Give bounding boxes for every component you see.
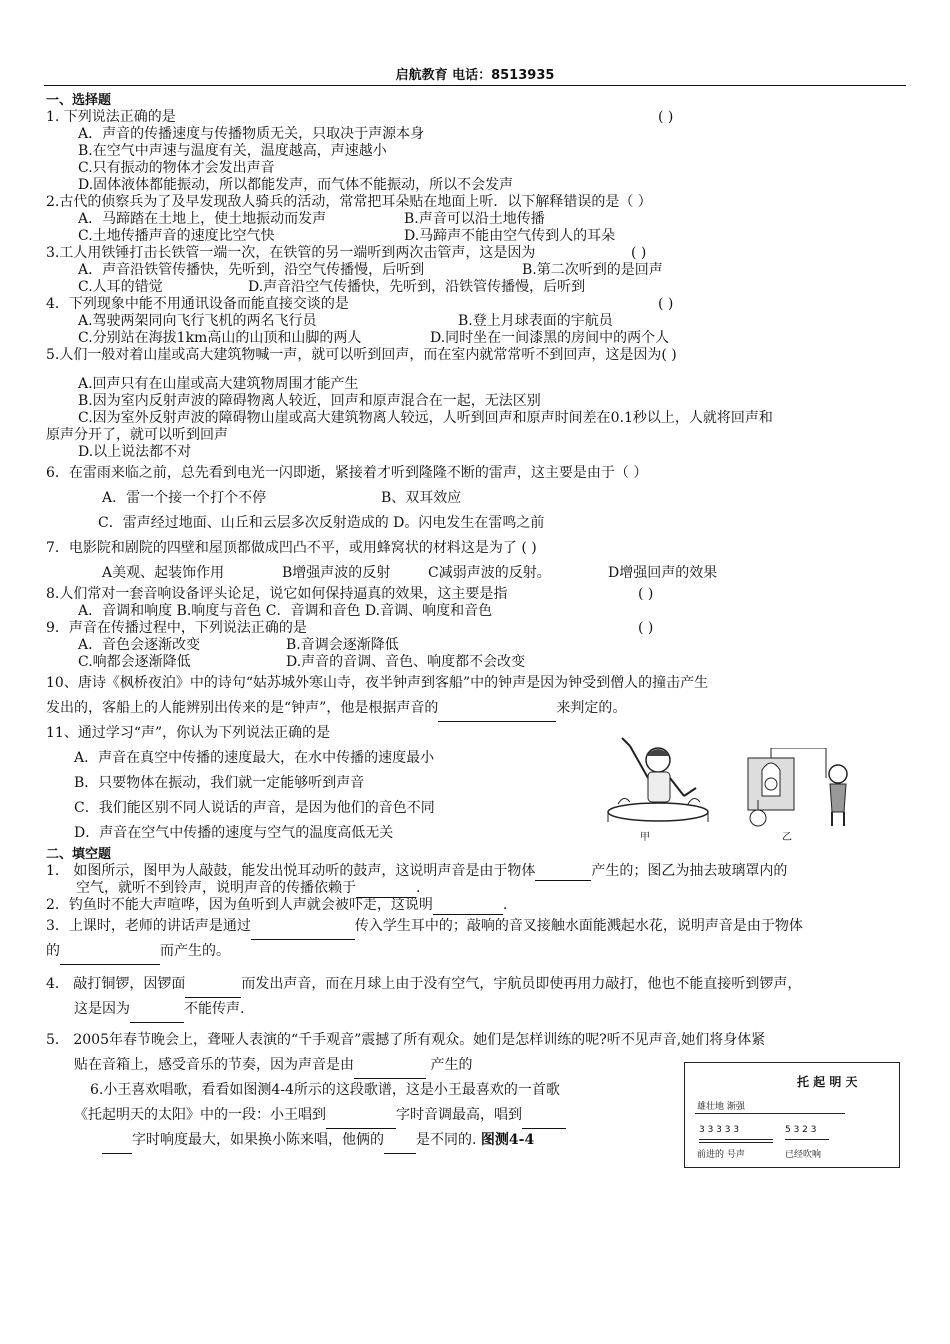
f5-line1: 5． 2005年春节晚会上，聋哑人表演的“千手观音”震撼了所有观众。她们是怎样训练的呢?听不见声音,她们将身体紧	[46, 1032, 766, 1048]
q2-options-cd	[46, 228, 906, 245]
f6-line1: 6.小王喜欢唱歌，看看如图测4-4所示的这段歌谱，这是小王最喜欢的一首歌	[90, 1082, 560, 1098]
q10-line2: 发出的，客船上的人能辨别出传来的是“钟声”，他是根据声音的 来判定的。	[46, 696, 906, 721]
q1-option-c[interactable]: C.只有振动的物体才会发出声音	[78, 160, 275, 176]
header-rule	[44, 85, 906, 86]
q5-option-d[interactable]: D.以上说法都不对	[78, 444, 192, 460]
f1-blank-2[interactable]	[356, 880, 416, 898]
figure-b-caption: 乙	[782, 832, 792, 843]
q6-stem: 6．在雷雨来临之前，总先看到电光一闪即逝，紧接着才听到隆隆不断的雷声，这主要是由于（ ）	[46, 465, 648, 481]
f4-blank-1[interactable]	[185, 972, 241, 998]
f3-line2: 的 而产生的。	[46, 939, 906, 964]
f1-line2: 空气，就听不到铃声，说明声音的传播依赖于 .	[76, 880, 421, 896]
q2-stem: 2.古代的侦察兵为了及早发现敌人骑兵的活动，常常把耳朵贴在地面上听．以下解释错误的是（ ）	[46, 194, 652, 210]
q3-option-a[interactable]: A．声音沿铁管传播快，先听到，沿空气传播慢，后听到	[78, 262, 425, 278]
score-tempo: 雄壮地 渐强	[697, 1102, 745, 1112]
q10-line1: 10、唐诗《枫桥夜泊》中的诗句“姑苏城外寒山寺，夜半钟声到客船”中的钟声是因为钟受到僧人的撞击产生	[46, 675, 709, 691]
q1-answer-paren[interactable]: ( )	[658, 109, 674, 125]
figure-a-caption: 甲	[640, 832, 650, 843]
score-lyric-2: 已经吹响	[785, 1150, 822, 1160]
drummer-figure	[600, 734, 718, 826]
q9-options-ab	[46, 637, 906, 654]
q4-option-c[interactable]: C.分别站在海拔1km高山的山顶和山脚的两人	[78, 330, 362, 346]
q5-option-c[interactable]: C.因为室外反射声波的障碍物山崖或高大建筑物离人较远，人听到回声和原声时间差在0.1秒以上，人就将回声和	[78, 410, 773, 426]
f6-blank-3[interactable]	[384, 1128, 416, 1154]
q11-option-d[interactable]: D．声音在空气中传播的速度与空气的温度高低无关	[74, 825, 394, 841]
q4-answer-paren[interactable]: ( )	[658, 296, 674, 312]
q8-stem: 8.人们常对一套音响设备评头论足，说它如何保持逼真的效果，这主要是指 ( )	[46, 586, 654, 602]
q2-option-a[interactable]: A．马蹄踏在土地上，使土地振动而发声	[78, 211, 327, 227]
q5-option-c-cont: 原声分开了，就可以听到回声	[46, 427, 228, 443]
q1-stem: 1. 下列说法正确的是 ( )	[46, 109, 674, 125]
q9-option-c[interactable]: C.响都会逐渐降低	[78, 654, 191, 670]
q4-options-ab	[46, 313, 906, 330]
f4-line2: 这是因为 不能传声.	[46, 997, 906, 1022]
f6-line2: 《托起明天的太阳》中的一段：小王唱到 字时音调最高，唱到	[46, 1103, 906, 1128]
q4-option-a[interactable]: A.驾驶两架同向飞行飞机的两名飞行员	[78, 313, 317, 329]
score-title: 托 起 明 天	[797, 1075, 858, 1089]
q4-option-d[interactable]: D.同时坐在一间漆黑的房间中的两个人	[430, 330, 670, 346]
q11-stem: 11、通过学习“声”，你认为下列说法正确的是	[46, 725, 331, 741]
q11-option-b[interactable]: B．只要物体在振动，我们就一定能够听到声音	[74, 775, 365, 791]
f3-blank-2[interactable]	[60, 939, 160, 965]
q7-option-c[interactable]: C减弱声波的反射。	[428, 565, 551, 581]
f5-blank[interactable]	[354, 1053, 426, 1079]
q3-option-b[interactable]: B.第二次听到的是回声	[522, 262, 663, 278]
q9-options-cd	[46, 654, 906, 671]
q4-option-b[interactable]: B.登上月球表面的宇航员	[458, 313, 613, 329]
f1-blank-1[interactable]	[535, 863, 591, 881]
q3-answer-paren[interactable]: ( )	[631, 245, 647, 261]
q9-answer-paren[interactable]: ( )	[638, 620, 654, 636]
score-notes-2: 5 3 2 3	[785, 1125, 817, 1135]
q5-option-a[interactable]: A.回声只有在山崖或高大建筑物周围才能产生	[78, 376, 359, 392]
f4-blank-2[interactable]	[130, 997, 184, 1023]
worksheet	[46, 92, 906, 1153]
q7-option-b[interactable]: B增强声波的反射	[282, 565, 391, 581]
f1-line1: 1． 如图所示，图甲为人敲鼓，能发出悦耳动听的鼓声，这说明声音是由于物体 产生的；图乙为抽去玻璃罩内的	[46, 863, 788, 879]
f5-line2: 贴在音箱上，感受音乐的节奏，因为声音是由 产生的	[46, 1053, 906, 1078]
f6-line3: 字时响度最大，如果换小陈来唱，他俩的 是不同的. 图测4-4	[46, 1128, 906, 1153]
q2-option-d[interactable]: D.马蹄声不能由空气传到人的耳朵	[404, 228, 616, 244]
q7-option-d[interactable]: D增强回声的效果	[608, 565, 718, 581]
q11-option-a[interactable]: A．声音在真空中传播的速度最大，在水中传播的速度最小	[74, 750, 435, 766]
q8-options[interactable]: A．音调和响度 B.响度与音色 C．音调和音色 D.音调、响度和音色	[78, 603, 493, 619]
f3-blank-1[interactable]	[251, 914, 355, 940]
q10-answer-blank[interactable]	[438, 696, 556, 722]
q3-stem: 3.工人用铁锤打击长铁管一端一次，在铁管的另一端听到两次击管声，这是因为 ( )	[46, 245, 647, 261]
page-header: 启航教育 电话：8513935	[395, 68, 555, 83]
f2-blank[interactable]	[433, 897, 503, 915]
q3-options-ab	[46, 262, 906, 279]
q6-option-a[interactable]: A．雷一个接一个打个不停	[102, 490, 267, 506]
q4-stem: 4．下列现象中能不用通讯设备而能直接交谈的是 ( )	[46, 296, 674, 312]
q6-option-b[interactable]: B、双耳效应	[381, 490, 462, 506]
f3-line1: 3．上课时，老师的讲话声是通过 传入学生耳中的；敲响的音叉接触水面能溅起水花，说明声音是由于物体	[46, 914, 906, 939]
q1-option-a[interactable]: A．声音的传播速度与传播物质无关，只取决于声源本身	[78, 126, 425, 142]
f2-line: 2．钓鱼时不能大声喧哗，因为鱼听到人声就会被吓走，这说明 .	[46, 897, 508, 913]
q7-stem: 7．电影院和剧院的四壁和屋顶都做成凹凸不平，或用蜂窝状的材料这是为了 ( )	[46, 540, 537, 556]
q5-option-b[interactable]: B.因为室内反射声波的障碍物离人较近，回声和原声混合在一起，无法区别	[78, 393, 541, 409]
f6-blank-2[interactable]	[522, 1103, 566, 1129]
song-score-figure	[684, 1062, 900, 1168]
f4-line1: 4． 敲打铜锣，因锣面 而发出声音，而在月球上由于没有空气，宇航员即使再用力敲打，他也不能直接听到锣声，	[46, 972, 906, 997]
q3-options-cd	[46, 279, 906, 296]
bell-jar-figure	[742, 748, 854, 828]
q4-options-cd	[46, 330, 906, 347]
q1-option-d[interactable]: D.固体液体都能振动，所以都能发声，而气体不能振动，所以不会发声	[78, 177, 514, 193]
section-fill-title: 二、填空题	[46, 847, 112, 862]
section-choice-title: 一、选择题	[46, 93, 112, 108]
q1-option-b[interactable]: B.在空气中声速与温度有关，温度越高，声速越小	[78, 143, 387, 159]
q7-options	[46, 561, 906, 586]
f6-blank-1[interactable]	[326, 1103, 396, 1129]
score-lyric-1: 前进的 号声	[697, 1150, 745, 1160]
q8-answer-paren[interactable]: ( )	[638, 586, 654, 602]
q11-option-c[interactable]: C．我们能区别不同人说话的声音，是因为他们的音色不同	[74, 800, 435, 816]
score-notes-1: 3 3 3 3 3	[699, 1125, 740, 1135]
f6-blank-2-cont[interactable]	[102, 1128, 132, 1154]
q2-options-ab	[46, 211, 906, 228]
q6-options-ab	[46, 486, 906, 511]
q3-option-d[interactable]: D.声音沿空气传播快，先听到，沿铁管传播慢，后听到	[248, 279, 586, 295]
q9-stem: 9．声音在传播过程中，下列说法正确的是 ( )	[46, 620, 654, 636]
q5-stem: 5.人们一般对着山崖或高大建筑物喊一声，就可以听到回声，而在室内就常常听不到回声，这是因为( )	[46, 347, 677, 363]
q9-option-b[interactable]: B.音调会逐渐降低	[286, 637, 399, 653]
q3-option-c[interactable]: C.人耳的错觉	[78, 279, 163, 295]
q2-option-b[interactable]: B.声音可以沿土地传播	[404, 211, 545, 227]
q2-option-c[interactable]: C.土地传播声音的速度比空气快	[78, 228, 275, 244]
q7-option-a[interactable]: A美观、起装饰作用	[102, 565, 225, 581]
q6-options-cd[interactable]: C．雷声经过地面、山丘和云层多次反射造成的 D。闪电发生在雷鸣之前	[98, 515, 545, 531]
f6-figure-label: 图测4-4	[480, 1132, 535, 1148]
q9-option-d[interactable]: D.声音的音调、音色、响度都不会改变	[286, 654, 526, 670]
q9-option-a[interactable]: A．音色会逐渐改变	[78, 637, 201, 653]
